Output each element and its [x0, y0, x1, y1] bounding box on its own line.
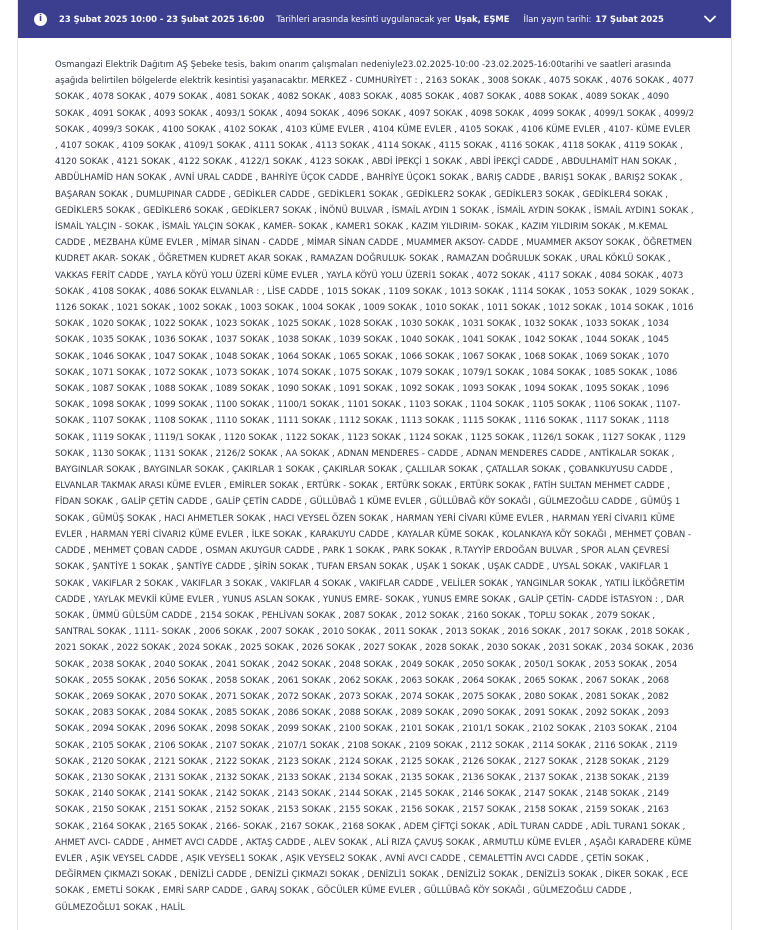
chevron-down-icon[interactable]: [703, 12, 717, 26]
outage-location: Uşak, EŞME: [454, 14, 510, 24]
header-description: Tarihleri arasında kesinti uygulanacak yer: [276, 14, 451, 24]
published-label: İlan yayın tarihi:: [523, 14, 592, 24]
info-icon: i: [34, 13, 47, 26]
date-range: 23 Şubat 2025 10:00 - 23 Şubat 2025 16:00: [59, 14, 265, 24]
published-date: 17 Şubat 2025: [595, 14, 664, 24]
outage-details-text: Osmangazi Elektrik Dağıtım AŞ Şebeke tesis, bakım onarım çalışmaları nedeniyle23.02.2025-10:00 -23.02.2025-16:00tarihi ve saatleri arasında aşağıda belirtilen bölgelerde elektrik kesintisi yaşanacaktır. MERKEZ - CUMHURİYET : , 2163 SOKAK , 3008 SOKAK , 4075 SOKAK , 4076 SOKAK , 4077 SOKAK , 4078 SOKAK , 4079 SOKAK , 4081 SOKAK , 4082 SOKAK , 4083 SOKAK , 4085 SOKAK , 4087 SOKAK , 4088 SOKAK , 4089 SOKAK , 4090 SOKAK , 4091 SOKAK , 4093 SOKAK , 4093/1 SOKAK , 4094 SOKAK , 4096 SOKAK , 4097 SOKAK , 4098 SOKAK , 4099 SOKAK , 4099/1 SOKAK , 4099/2 SOKAK , 4099/3 SOKAK , 4100 SOKAK , 4102 SOKAK , 4103 KÜME EVLER , 4104 KÜME EVLER , 4105 SOKAK , 4106 KÜME EVLER , 4107- KÜME EVLER , 4107 SOKAK , 4109 SOKAK , 4109/1 SOKAK , 4111 SOKAK , 4113 SOKAK , 4114 SOKAK , 4115 SOKAK , 4116 SOKAK , 4118 SOKAK , 4119 SOKAK , 4120 SOKAK , 4121 SOKAK , 4122 SOKAK , 4122/1 SOKAK , 4123 SOKAK , ABDİ İPEKÇİ 1 SOKAK , ABDİ İPEKÇİ CADDE , ABDULHAMİT HAN SOKAK , ABDÜLHAMİD HAN SOKAK , AVNİ URAL CADDE , BAHRİYE ÜÇOK CADDE , BAHRİYE ÜÇOK1 SOKAK , BARIŞ CADDE , BARIŞ1 SOKAK , BARIŞ2 SOKAK , BAŞARAN SOKAK , DUMLUPINAR CADDE , GEDİKLER CADDE , GEDİKLER1 SOKAK , GEDİKLER2 SOKAK , GEDİKLER3 SOKAK , GEDİKLER4 SOKAK , GEDİKLER5 SOKAK , GEDİKLER6 SOKAK , GEDİKLER7 SOKAK , İNÖNÜ BULVAR , İSMAİL AYDIN 1 SOKAK , İSMAİL AYDIN SOKAK , İSMAİL AYDIN1 SOKAK , İSMAİL YALÇIN - SOKAK , İSMAİL YALÇIN SOKAK , KAMER- SOKAK , KAMER1 SOKAK , KAZIM YILDIRIM- SOKAK , KAZIM YILDIRIM SOKAK , M.KEMAL CADDE , MEZBAHA KÜME EVLER , MİMAR SİNAN - CADDE , MİMAR SİNAN CADDE , MUAMMER AKSOY- CADDE , MUAMMER AKSOY SOKAK , ÖĞRETMEN KUDRET AKAR- SOKAK , ÖĞRETMEN KUDRET AKAR SOKAK , RAMAZAN DOĞRULUK- SOKAK , RAMAZAN DOĞRULUK SOKAK , URAL KÖKLÜ SOKAK , VAKKAS FERİT CADDE , YAYLA KÖYÜ YOLU ÜZERİ KÜME EVLER , YAYLA KÖYÜ YOLU ÜZERİ1 SOKAK , 4072 SOKAK , 4117 SOKAK , 4084 SOKAK , 4073 SOKAK , 4108 SOKAK , 4086 SOKAK ELVANLAR : , LİSE CADDE , 1015 SOKAK , 1109 SOKAK , 1013 SOKAK , 1114 SOKAK , 1053 SOKAK , 1029 SOKAK , 1126 SOKAK , 1021 SOKAK , 1002 SOKAK , 1003 SOKAK , 1004 SOKAK , 1009 SOKAK , 1010 SOKAK , 1011 SOKAK , 1012 SOKAK , 1014 SOKAK , 1016 SOKAK , 1020 SOKAK , 1022 SOKAK , 1023 SOKAK , 1025 SOKAK , 1028 SOKAK , 1030 SOKAK , 1031 SOKAK , 1032 SOKAK , 1033 SOKAK , 1034 SOKAK , 1035 SOKAK , 1036 SOKAK , 1037 SOKAK , 1038 SOKAK , 1039 SOKAK , 1040 SOKAK , 1041 SOKAK , 1042 SOKAK , 1044 SOKAK , 1045 SOKAK , 1046 SOKAK , 1047 SOKAK , 1048 SOKAK , 1064 SOKAK , 1065 SOKAK , 1066 SOKAK , 1067 SOKAK , 1068 SOKAK , 1069 SOKAK , 1070 SOKAK , 1071 SOKAK , 1072 SOKAK , 1073 SOKAK , 1074 SOKAK , 1075 SOKAK , 1079 SOKAK , 1079/1 SOKAK , 1084 SOKAK , 1085 SOKAK , 1086 SOKAK , 1087 SOKAK , 1088 SOKAK , 1089 SOKAK , 1090 SOKAK , 1091 SOKAK , 1092 SOKAK , 1093 SOKAK , 1094 SOKAK , 1095 SOKAK , 1096 SOKAK , 1098 SOKAK , 1099 SOKAK , 1100 SOKAK , 1100/1 SOKAK , 1101 SOKAK , 1103 SOKAK , 1104 SOKAK , 1105 SOKAK , 1106 SOKAK , 1107- SOKAK , 1107 SOKAK , 1108 SOKAK , 1110 SOKAK , 1111 SOKAK , 1112 SOKAK , 1113 SOKAK , 1115 SOKAK , 1116 SOKAK , 1117 SOKAK , 1118 SOKAK , 1119 SOKAK , 1119/1 SOKAK , 1120 SOKAK , 1122 SOKAK , 1123 SOKAK , 1124 SOKAK , 1125 SOKAK , 1126/1 SOKAK , 1127 SOKAK , 1129 SOKAK , 1130 SOKAK , 1131 SOKAK , 2126/2 SOKAK , AA SOKAK , ADNAN MENDERES - CADDE , ADNAN MENDERES CADDE , ANTİKALAR SOKAK , BAYGINLAR SOKAK , BAYGINLAR SOKAK , ÇAKIRLAR 1 SOKAK , ÇAKIRLAR SOKAK , ÇALLILAR SOKAK , ÇATALLAR SOKAK , ÇOBANKUYUSU CADDE , ELVANLAR TAKMAK ARASI KÜME EVLER , EMİRLER SOKAK , ERTÜRK - SOKAK , ERTÜRK SOKAK , ERTÜRK SOKAK , FATİH SULTAN MEHMET CADDE , FİDAN SOKAK , GALİP ÇETİN CADDE , GALİP ÇETİN CADDE , GÜLLÜBAĞ 1 KÜME EVLER , GÜLLÜBAĞ KÖY SOKAĞI , GÜLMEZOĞLU CADDE , GÜMÜŞ 1 SOKAK , GÜMÜŞ SOKAK , HACI AHMETLER SOKAK , HACI VEYSEL ÖZEN SOKAK , HARMAN YERİ CİVARI KÜME EVLER , HARMAN YERİ CİVARI1 KÜME EVLER , HARMAN YERİ CİVARI2 KÜME EVLER , İLKE SOKAK , KARAKUYU CADDE , KAYALAR KÜME SOKAK , KOLANKAYA KÖY SOKAĞI , MEHMET ÇOBAN - CADDE , MEHMET ÇOBAN CADDE , OSMAN AKUYGUR CADDE , PARK 1 SOKAK , PARK SOKAK , R.TAYYİP ERDOĞAN BULVAR , SPOR ALAN ÇEVRESİ SOKAK , ŞANTİYE 1 SOKAK , ŞANTİYE CADDE , ŞİRİN SOKAK , TUFAN ERSAN SOKAK , UŞAK 1 SOKAK , UŞAK CADDE , UYSAL SOKAK , VAKIFLAR 1 SOKAK , VAKIFLAR 2 SOKAK , VAKIFLAR 3 SOKAK , VAKIFLAR 4 SOKAK , VAKIFLAR CADDE , VELİLER SOKAK , YANGINLAR SOKAK , YATILI İLKÖĞRETİM CADDE , YAYLAK MEVKİİ KÜME EVLER , YUNUS ASLAN SOKAK , YUNUS EMRE- SOKAK , YUNUS EMRE SOKAK , GALİP ÇETİN- CADDE İSTASYON : , DAR SOKAK , ÜMMÜ GÜLSÜM CADDE , 2154 SOKAK , PEHLİVAN SOKAK , 2087 SOKAK , 2012 SOKAK , 2160 SOKAK , TOPLU SOKAK , 2079 SOKAK , SANTRAL SOKAK , 1111- SOKAK , 2006 SOKAK , 2007 SOKAK , 2010 SOKAK , 2011 SOKAK , 2013 SOKAK , 2016 SOKAK , 2017 SOKAK , 2018 SOKAK , 2021 SOKAK , 2022 SOKAK , 2024 SOKAK , 2025 SOKAK , 2026 SOKAK , 2027 SOKAK , 2028 SOKAK , 2030 SOKAK , 2031 SOKAK , 2034 SOKAK , 2036 SOKAK , 2038 SOKAK , 2040 SOKAK , 2041 SOKAK , 2042 SOKAK , 2048 SOKAK , 2049 SOKAK , 2050 SOKAK , 2050/1 SOKAK , 2053 SOKAK , 2054 SOKAK , 2055 SOKAK , 2056 SOKAK , 2058 SOKAK , 2061 SOKAK , 2062 SOKAK , 2063 SOKAK , 2064 SOKAK , 2065 SOKAK , 2067 SOKAK , 2068 SOKAK , 2069 SOKAK , 2070 SOKAK , 2071 SOKAK , 2072 SOKAK , 2073 SOKAK , 2074 SOKAK , 2075 SOKAK , 2080 SOKAK , 2081 SOKAK , 2082 SOKAK , 2083 SOKAK , 2084 SOKAK , 2085 SOKAK , 2086 SOKAK , 2088 SOKAK , 2089 SOKAK , 2090 SOKAK , 2091 SOKAK , 2092 SOKAK , 2093 SOKAK , 2094 SOKAK , 2096 SOKAK , 2098 SOKAK , 2099 SOKAK , 2100 SOKAK , 2101 SOKAK , 2101/1 SOKAK , 2102 SOKAK , 2103 SOKAK , 2104 SOKAK , 2105 SOKAK , 2106 SOKAK , 2107 SOKAK , 2107/1 SOKAK , 2108 SOKAK , 2109 SOKAK , 2112 SOKAK , 2114 SOKAK , 2116 SOKAK , 2119 SOKAK , 2120 SOKAK , 2121 SOKAK , 2122 SOKAK , 2123 SOKAK , 2124 SOKAK , 2125 SOKAK , 2126 SOKAK , 2127 SOKAK , 2128 SOKAK , 2129 SOKAK , 2130 SOKAK , 2131 SOKAK , 2132 SOKAK , 2133 SOKAK , 2134 SOKAK , 2135 SOKAK , 2136 SOKAK , 2137 SOKAK , 2138 SOKAK , 2139 SOKAK , 2140 SOKAK , 2141 SOKAK , 2142 SOKAK , 2143 SOKAK , 2144 SOKAK , 2145 SOKAK , 2146 SOKAK , 2147 SOKAK , 2148 SOKAK , 2149 SOKAK , 2150 SOKAK , 2151 SOKAK , 2152 SOKAK , 2153 SOKAK , 2155 SOKAK , 2156 SOKAK , 2157 SOKAK , 2158 SOKAK , 2159 SOKAK , 2163 SOKAK , 2164 SOKAK , 2165 SOKAK , 2166- SOKAK , 2167 SOKAK , 2168 SOKAK , ADEM ÇİFTÇİ SOKAK , ADİL TURAN CADDE , ADİL TURAN1 SOKAK , AHMET AVCI- CADDE , AHMET AVCI CADDE , AKTAŞ CADDE , ALEV SOKAK , ALİ RIZA ÇAVUŞ SOKAK , ARMUTLU KÜME EVLER , AŞAĞI KARADERE KÜME EVLER , AŞIK VEYSEL CADDE , AŞIK VEYSEL1 SOKAK , AŞIK VEYSEL2 SOKAK , AVNİ AVCI CADDE , CEMALETTİN AVCI CADDE , ÇETİN SOKAK , DEĞİRMEN ÇIKMAZI SOKAK , DENİZLİ CADDE , DENİZLİ ÇIKMAZI SOKAK , DENİZLİ1 SOKAK , DENİZLİ2 SOKAK , DENİZLİ3 SOKAK , DİKER SOKAK , ECE SOKAK , EMETLİ SOKAK , EMRİ SARP CADDE , GARAJ SOKAK , GÖCÜLER KÜME EVLER , GÜLLÜBAĞ KÖY SOKAĞI , GÜLMEZOĞLU CADDE , GÜLMEZOĞLU1 SOKAK , HALİL: [55, 60, 695, 913]
outage-notice-card: [17, 0, 732, 930]
notice-header[interactable]: [18, 0, 731, 38]
